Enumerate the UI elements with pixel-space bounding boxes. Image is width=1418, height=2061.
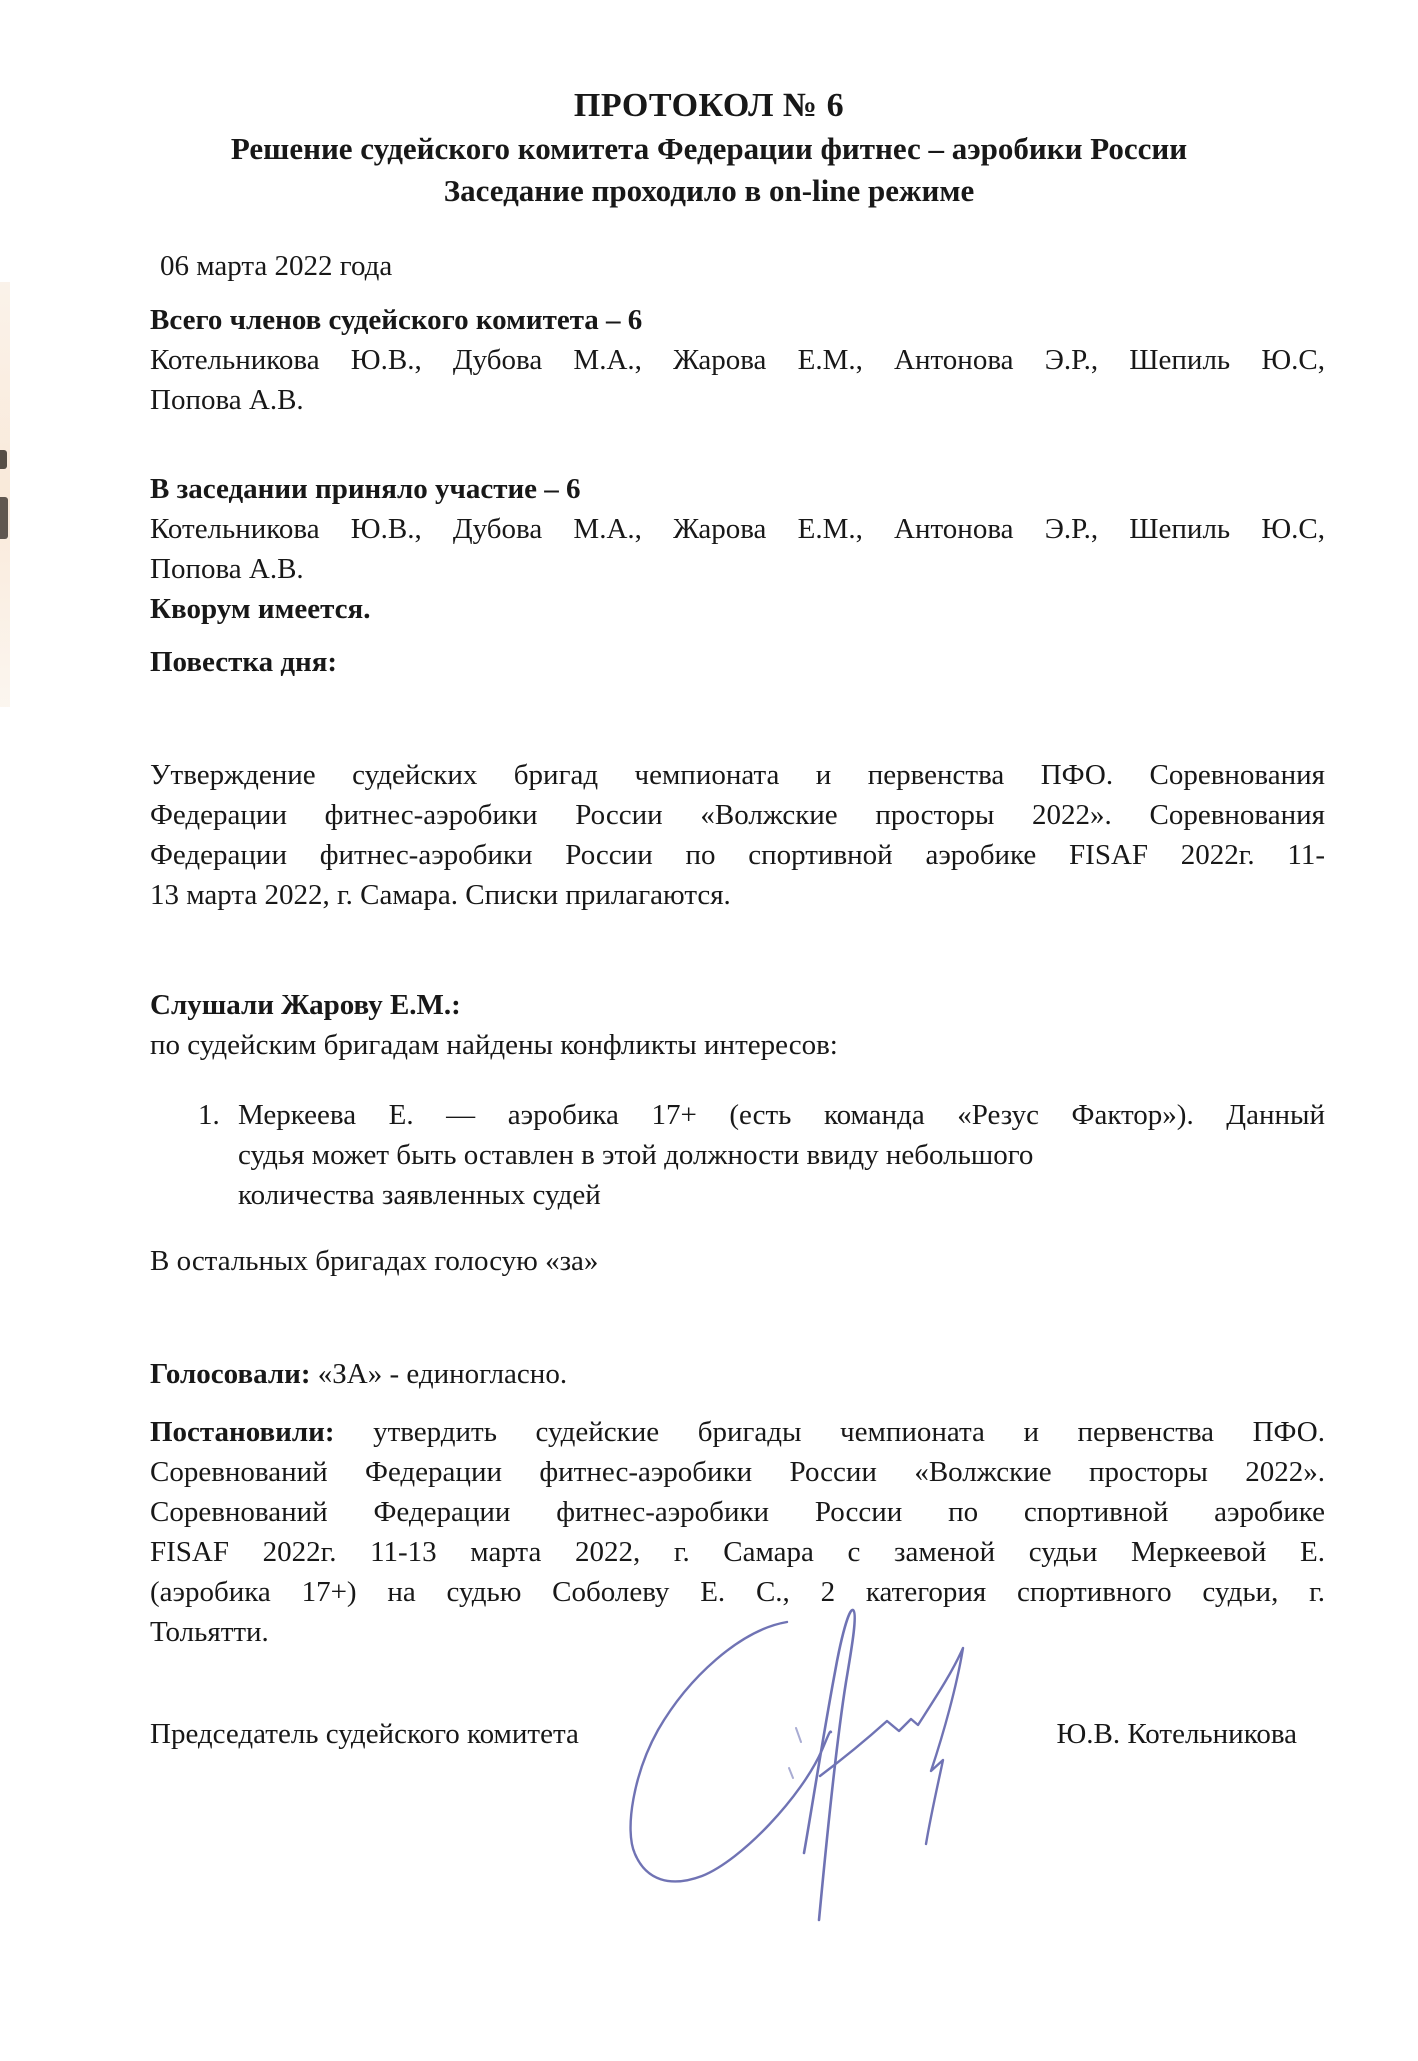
page-title: ПРОТОКОЛ № 6 [573,87,845,124]
participants-list-line: Попова А.В. [150,553,304,585]
document-subtitle: Решение судейского комитета Федерации фитнес – аэробики России [230,131,1188,166]
protocol-date: 06 марта 2022 года [160,250,393,282]
resolution-line: FISAF 2022г. 11-13 марта 2022, г. Самара с заменой судьи Меркеевой Е. [150,1536,1325,1568]
participants-list-line: Котельникова Ю.В., Дубова М.А., Жарова Е.М., Антонова Э.Р., Шепиль Ю.С, [150,513,1325,545]
document-subtitle-mode: Заседание проходило в on-line режиме [443,173,975,208]
resolution-line-rest: утвердить судейские бригады чемпионата и первенства ПФО. [334,1416,1325,1448]
participants-heading: В заседании приняло участие – 6 [150,473,581,505]
scan-edge-artifact [0,282,10,707]
members-list-line: Попова А.В. [150,384,304,416]
members-list-line: Котельникова Ю.В., Дубова М.А., Жарова Е.М., Антонова Э.Р., Шепиль Ю.С, [150,344,1325,376]
agenda-paragraph [150,755,1325,915]
resolution-paragraph [150,1412,1325,1652]
resolution-line: Соревнований Федерации фитнес-аэробики России «Волжские просторы 2022». [150,1456,1325,1488]
scan-edge-mark [0,450,7,469]
voting-result: «ЗА» - единогласно. [310,1358,568,1390]
agenda-heading: Повестка дня: [150,646,338,678]
agenda-line: Утверждение судейских бригад чемпионата и первенства ПФО. Соревнования [150,759,1325,791]
voting-result-line [150,1354,1325,1394]
signature-row [150,1714,1325,1754]
resolution-line: Соревнований Федерации фитнес-аэробики России по спортивной аэробике [150,1496,1325,1528]
resolution-line [150,1412,1325,1452]
other-brigades-note: В остальных бригадах голосую «за» [150,1245,599,1277]
list-item-line: судья может быть оставлен в этой должности ввиду небольшого [238,1139,1034,1171]
conflict-list-item [150,1095,1325,1215]
hearing-heading: Слушали Жарову Е.М.: [150,989,461,1021]
signer-position: Председатель судейского комитета [150,1718,579,1750]
resolution-line: (аэробика 17+) на судью Соболеву Е. С., 2 категория спортивного судьи, г. [150,1576,1325,1608]
members-total-heading: Всего членов судейского комитета – 6 [150,304,643,336]
scan-edge-mark [0,497,8,539]
document-body [150,0,1325,1754]
voting-label: Голосовали: [150,1358,311,1390]
agenda-line: Федерации фитнес-аэробики России по спортивной аэробике FISAF 2022г. 11- [150,839,1325,871]
list-item-line: Меркеева Е. — аэробика 17+ (есть команда «Резус Фактор»). Данный [238,1099,1325,1131]
list-item-number: 1. [198,1099,220,1131]
resolution-line: Тольятти. [150,1616,269,1648]
hearing-intro: по судейским бригадам найдены конфликты интересов: [150,1029,838,1061]
agenda-line: 13 марта 2022, г. Самара. Списки прилагаются. [150,879,731,911]
quorum-statement: Кворум имеется. [150,593,371,625]
signer-name: Ю.В. Котельникова [1056,1718,1297,1750]
agenda-line: Федерации фитнес-аэробики России «Волжские просторы 2022». Соревнования [150,799,1325,831]
resolution-label: Постановили: [150,1416,335,1448]
list-item-line: количества заявленных судей [238,1179,601,1211]
